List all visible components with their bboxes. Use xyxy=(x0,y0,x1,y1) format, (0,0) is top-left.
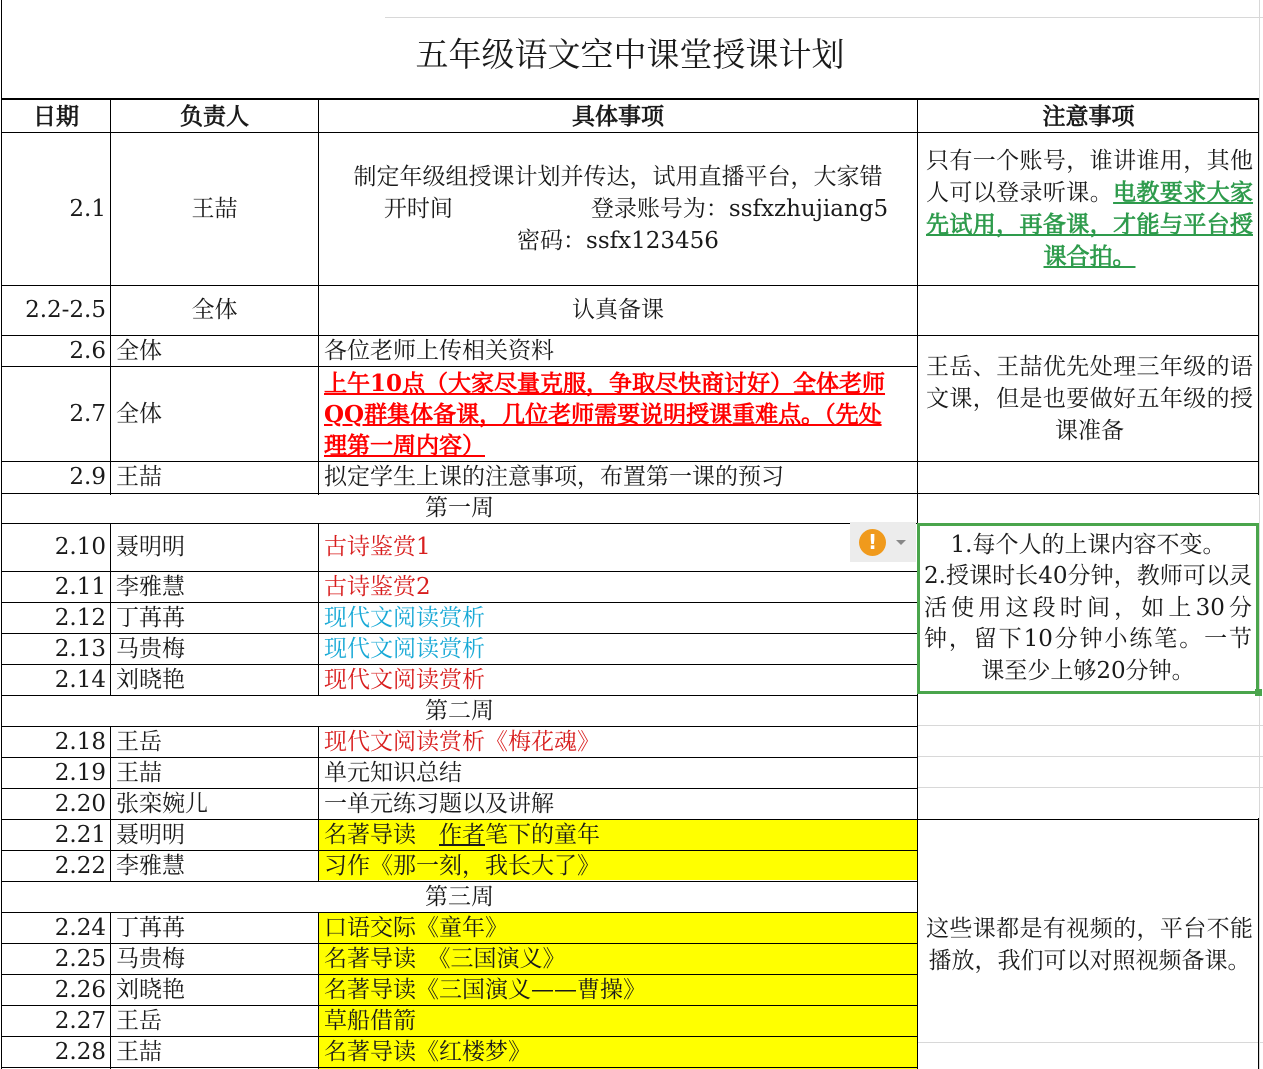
item-cell[interactable]: 现代文阅读赏析《梅花魂》 xyxy=(324,728,600,755)
week-header[interactable]: 第三周 xyxy=(425,883,494,910)
item-cell[interactable]: 单元知识总结 xyxy=(324,759,462,786)
week-header[interactable]: 第一周 xyxy=(425,495,494,521)
owner-cell[interactable]: 丁苒苒 xyxy=(116,914,185,941)
item-text-underlined: 作者 xyxy=(439,821,485,848)
item-cell[interactable]: 口语交际《童年》 xyxy=(324,914,508,941)
owner-cell[interactable]: 王喆 xyxy=(116,464,162,490)
date-cell[interactable]: 2.26 xyxy=(54,976,106,1003)
date-cell[interactable]: 2.12 xyxy=(54,604,106,631)
owner-cell[interactable]: 王岳 xyxy=(116,728,162,755)
date-cell[interactable]: 2.25 xyxy=(54,945,106,972)
note-line: 1.每个人的上课内容不变。 xyxy=(950,531,1226,558)
date-cell[interactable]: 2.22 xyxy=(54,852,106,879)
item-cell[interactable]: 现代文阅读赏析 xyxy=(324,635,485,662)
item-line: 开时间 登录账号为：ssfxzhujiang5 xyxy=(383,196,889,222)
note-cell[interactable] xyxy=(918,336,1259,461)
item-cell[interactable] xyxy=(319,133,917,285)
header-note[interactable]: 注意事项 xyxy=(1042,102,1135,130)
owner-cell[interactable]: 李雅慧 xyxy=(116,573,185,600)
note-text: 只有一个账号，谁讲谁用，其他人可以登录听课。 xyxy=(926,148,1253,206)
owner-cell[interactable]: 全体 xyxy=(116,400,162,427)
item-cell[interactable]: 一单元练习题以及讲解 xyxy=(324,790,554,817)
item-cell[interactable]: 古诗鉴赏1 xyxy=(324,534,431,560)
item-cell[interactable]: 名著导读《红楼梦》 xyxy=(324,1038,531,1065)
item-text: 上午10点（大家尽量克服，争取尽快商讨好）全体老师QQ群集体备课，几位老师需要说明授课重难点。（先处理第一周内容） xyxy=(324,369,886,459)
item-cell[interactable]: 名著导读 《三国演义》 xyxy=(324,945,566,972)
date-cell[interactable]: 2.18 xyxy=(54,728,106,755)
date-cell[interactable]: 2.11 xyxy=(54,573,106,600)
item-cell[interactable]: 各位老师上传相关资料 xyxy=(324,337,554,364)
note-link[interactable]: 电教要求大家先试用，再备课，才能与平台授课合拍。 xyxy=(926,179,1254,270)
date-cell[interactable]: 2.28 xyxy=(54,1038,106,1065)
caret-down-icon xyxy=(896,540,906,545)
note-text: 王岳、王喆优先处理三年级的语文课，但是也要做好五年级的授课准备 xyxy=(926,353,1253,444)
owner-cell[interactable]: 刘晓艳 xyxy=(116,666,185,693)
owner-cell[interactable]: 马贵梅 xyxy=(116,635,185,662)
item-cell[interactable]: 习作《那一刻，我长大了》 xyxy=(324,852,600,879)
item-cell[interactable]: 认真备课 xyxy=(572,297,664,323)
owner-cell[interactable]: 李雅慧 xyxy=(116,852,185,879)
item-cell[interactable] xyxy=(319,820,917,850)
owner-cell[interactable]: 聂明明 xyxy=(116,821,185,848)
owner-cell[interactable]: 王岳 xyxy=(116,1007,162,1034)
owner-cell[interactable]: 全体 xyxy=(116,337,162,364)
date-cell[interactable]: 2.13 xyxy=(54,635,106,662)
fill-handle[interactable] xyxy=(1255,689,1262,696)
error-check-button[interactable] xyxy=(850,522,916,562)
date-cell[interactable]: 2.7 xyxy=(69,400,106,427)
note-cell[interactable] xyxy=(918,820,1259,1069)
item-text: 名著导读 xyxy=(324,821,439,848)
item-cell[interactable]: 现代文阅读赏析 xyxy=(324,604,485,631)
date-cell[interactable]: 2.19 xyxy=(54,759,106,786)
date-cell[interactable]: 2.24 xyxy=(54,914,106,941)
owner-cell[interactable]: 王喆 xyxy=(116,1038,162,1065)
date-cell[interactable]: 2.1 xyxy=(69,195,106,222)
date-cell[interactable]: 2.10 xyxy=(54,534,106,560)
owner-cell[interactable]: 马贵梅 xyxy=(116,945,185,972)
item-cell[interactable]: 现代文阅读赏析 xyxy=(324,666,485,693)
date-cell[interactable]: 2.27 xyxy=(54,1007,106,1034)
exclamation-circle-icon: ! xyxy=(859,529,886,556)
header-owner[interactable]: 负责人 xyxy=(180,102,249,130)
owner-cell[interactable]: 张栾婉儿 xyxy=(116,790,208,817)
date-cell[interactable]: 2.2-2.5 xyxy=(25,297,106,323)
item-cell[interactable]: 古诗鉴赏2 xyxy=(324,573,431,600)
week-header[interactable]: 第二周 xyxy=(425,697,494,724)
item-line: 密码：ssfx123456 xyxy=(517,228,719,254)
owner-cell[interactable]: 王喆 xyxy=(191,195,238,222)
owner-cell[interactable]: 王喆 xyxy=(116,759,162,786)
date-cell[interactable]: 2.6 xyxy=(69,337,106,364)
cell-selection-outline xyxy=(917,523,1259,694)
date-cell[interactable]: 2.21 xyxy=(54,821,106,848)
header-date[interactable]: 日期 xyxy=(33,102,79,130)
date-cell[interactable]: 2.9 xyxy=(69,464,106,490)
item-cell[interactable]: 草船借箭 xyxy=(324,1007,416,1034)
owner-cell[interactable]: 全体 xyxy=(191,297,238,323)
note-cell[interactable] xyxy=(918,133,1259,285)
header-item[interactable]: 具体事项 xyxy=(572,102,664,130)
item-line: 制定年级组授课计划并传达，试用直播平台，大家错 xyxy=(353,164,883,190)
item-text: 笔下的童年 xyxy=(485,821,600,848)
owner-cell[interactable]: 聂明明 xyxy=(116,534,185,560)
item-cell[interactable]: 名著导读《三国演义——曹操》 xyxy=(324,976,646,1003)
owner-cell[interactable]: 丁苒苒 xyxy=(116,604,185,631)
item-cell[interactable] xyxy=(319,367,917,461)
owner-cell[interactable]: 刘晓艳 xyxy=(116,976,185,1003)
date-cell[interactable]: 2.14 xyxy=(54,666,106,693)
item-cell[interactable]: 拟定学生上课的注意事项，布置第一课的预习 xyxy=(324,464,784,490)
sheet-title[interactable]: 五年级语文空中课堂授课计划 xyxy=(415,34,845,74)
note-text: 这些课都是有视频的，平台不能播放，我们可以对照视频备课。 xyxy=(926,915,1253,974)
note-line: 2.授课时长40分钟，教师可以灵活使用这段时间，如上30分钟，留下10分钟小练笔。一节课至少上够20分钟。 xyxy=(924,563,1252,684)
date-cell[interactable]: 2.20 xyxy=(54,790,106,817)
